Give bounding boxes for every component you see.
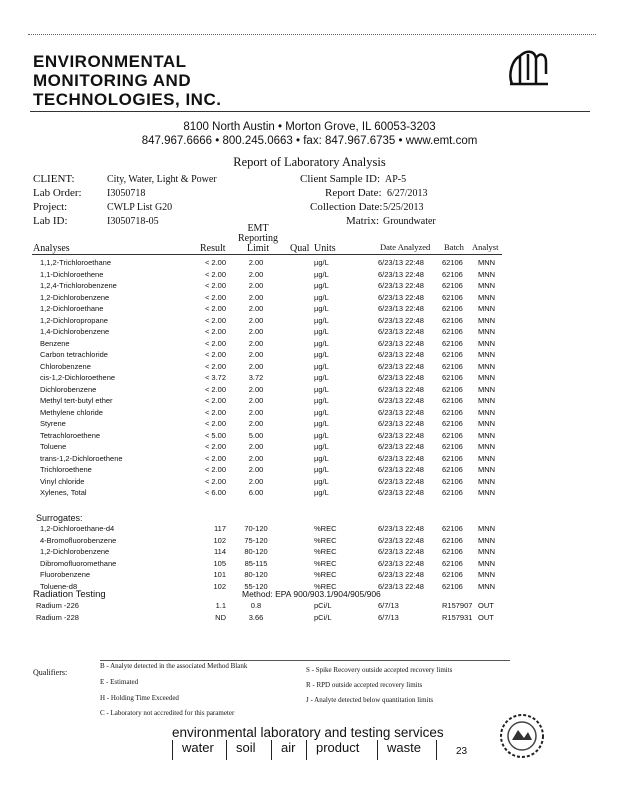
date-cell: 6/23/13 22:48 [378, 384, 424, 394]
company-contact: 847.967.6666 • 800.245.0663 • fax: 847.967.6735 • www.emt.com [141, 135, 478, 147]
limit-cell: 2.00 [248, 281, 264, 290]
service-divider [306, 740, 307, 760]
analyte-cell: trans-1,2-Dichloroethene [40, 453, 123, 463]
analyte-cell: Xylenes, Total [40, 488, 87, 497]
analyst-cell: MNN [478, 258, 496, 267]
unit-cell: µg/L [314, 281, 329, 290]
project-label: Project: [33, 201, 68, 213]
table-row [0, 547, 619, 559]
date-cell: 6/23/13 22:48 [378, 407, 424, 417]
analyte-cell: Vinyl chloride [40, 476, 85, 486]
batch-cell: 62106 [442, 535, 463, 545]
result-cell: < 2.00 [204, 442, 226, 451]
collection-date-label: Collection Date: [310, 201, 383, 213]
date-cell: 6/23/13 22:48 [378, 453, 424, 463]
matrix-label: Matrix: [346, 215, 379, 227]
table-row [0, 613, 619, 625]
analyst-cell: MNN [478, 430, 496, 440]
lab-id-label: Lab ID: [33, 215, 68, 227]
service-divider [172, 740, 173, 760]
date-cell: 6/23/13 22:48 [378, 419, 424, 428]
analyst-cell: MNN [478, 292, 496, 302]
limit-cell: 2.00 [248, 453, 264, 463]
analyst-cell: MNN [478, 488, 496, 497]
analyst-cell: MNN [478, 465, 496, 474]
analyte-cell: Tetrachloroethene [40, 430, 101, 440]
qualifier-r: R - RPD outside accepted recovery limits [306, 681, 423, 689]
analyte-cell: Dichlorobenzene [40, 384, 97, 394]
limit-cell: 3.66 [248, 612, 264, 622]
lab-order-value: I3050718 [107, 188, 146, 199]
analyte-cell: 4-Bromofluorobenzene [40, 535, 117, 545]
limit-cell: 85-115 [244, 558, 268, 568]
batch-cell: 62106 [442, 350, 463, 359]
batch-cell: 62106 [442, 430, 463, 440]
client-label: CLIENT: [33, 173, 75, 185]
analyst-cell: MNN [478, 558, 496, 568]
date-cell: 6/23/13 22:48 [378, 269, 424, 279]
analyst-cell: MNN [478, 419, 496, 428]
analyte-cell: 1,4-Dichlorobenzene [40, 327, 110, 336]
result-cell: < 2.00 [204, 407, 226, 417]
batch-cell: 62106 [442, 570, 463, 579]
lab-id-value: I3050718-05 [107, 216, 159, 227]
limit-cell: 2.00 [248, 407, 264, 417]
result-cell: < 2.00 [204, 350, 226, 359]
table-row [0, 408, 619, 420]
col-analyses: Analyses [33, 243, 70, 254]
limit-cell: 3.72 [248, 373, 264, 382]
limit-cell: 2.00 [248, 465, 264, 474]
unit-cell: µg/L [314, 384, 329, 394]
analyte-cell: Trichloroethene [40, 465, 92, 474]
company-name-line2: MONITORING AND [33, 71, 192, 90]
qualifier-c: C - Laboratory not accredited for this parameter [100, 709, 235, 717]
batch-cell: 62106 [442, 476, 463, 486]
unit-cell: %REC [314, 524, 337, 533]
analyte-cell: 1,1-Dichloroethene [40, 269, 104, 279]
unit-cell: µg/L [314, 407, 329, 417]
batch-cell: 62106 [442, 292, 463, 302]
matrix-value: Groundwater [383, 216, 436, 227]
batch-cell: 62106 [442, 373, 463, 382]
unit-cell: %REC [314, 535, 337, 545]
report-title: Report of Laboratory Analysis [233, 155, 386, 169]
analyst-cell: MNN [478, 476, 496, 486]
limit-cell: 2.00 [248, 338, 264, 348]
service-product: product [316, 740, 360, 755]
table-row [0, 465, 619, 477]
result-cell: < 2.00 [204, 258, 226, 267]
client-value: City, Water, Light & Power [107, 174, 217, 185]
limit-cell: 2.00 [248, 350, 264, 359]
date-cell: 6/23/13 22:48 [378, 547, 424, 556]
analyte-cell: Methyl tert-butyl ether [40, 396, 113, 405]
table-row [0, 385, 619, 397]
unit-cell: µg/L [314, 361, 329, 371]
result-cell: 114 [214, 547, 226, 556]
qualifier-b: B - Analyte detected in the associated Method Blank [100, 662, 248, 670]
report-date-label: Report Date: [325, 187, 382, 199]
unit-cell: %REC [314, 570, 337, 579]
analyst-cell: OUT [478, 612, 494, 622]
analyte-cell: Toluene [40, 442, 67, 451]
unit-cell: µg/L [314, 304, 329, 313]
result-cell: < 2.00 [204, 419, 226, 428]
unit-cell: µg/L [314, 350, 329, 359]
table-header-rule [32, 254, 502, 255]
analyte-cell: 1,2-Dichloroethane [40, 304, 104, 313]
table-row [0, 281, 619, 293]
batch-cell: 62106 [442, 581, 463, 591]
date-cell: 6/23/13 22:48 [378, 350, 424, 359]
analyst-cell: MNN [478, 384, 496, 394]
top-dotted-rule [28, 34, 596, 35]
batch-cell: 62106 [442, 315, 463, 325]
date-cell: 6/7/13 [378, 601, 399, 610]
analyst-cell: MNN [478, 407, 496, 417]
result-cell: < 2.00 [204, 327, 226, 336]
company-address: 8100 North Austin • Morton Grove, IL 60053-3203 [183, 121, 436, 133]
result-cell: < 2.00 [204, 315, 226, 325]
analyte-cell: Methylene chloride [40, 407, 103, 417]
unit-cell: µg/L [314, 396, 329, 405]
analyte-cell: Styrene [40, 419, 66, 428]
batch-cell: 62106 [442, 327, 463, 336]
table-row [0, 339, 619, 351]
analyst-cell: MNN [478, 350, 496, 359]
date-cell: 6/23/13 22:48 [378, 338, 424, 348]
surrogates-label: Surrogates: [36, 513, 83, 523]
result-cell: < 2.00 [204, 292, 226, 302]
service-water: water [182, 740, 214, 755]
batch-cell: 62106 [442, 338, 463, 348]
unit-cell: µg/L [314, 373, 329, 382]
date-cell: 6/23/13 22:48 [378, 373, 424, 382]
analyst-cell: OUT [478, 601, 494, 610]
batch-cell: 62106 [442, 384, 463, 394]
table-row [0, 559, 619, 571]
result-cell: < 2.00 [204, 453, 226, 463]
analyst-cell: MNN [478, 315, 496, 325]
analyte-cell: 1,1,2-Trichloroethane [40, 258, 112, 267]
unit-cell: µg/L [314, 488, 329, 497]
limit-cell: 0.8 [250, 601, 262, 610]
footer-rule [100, 660, 510, 661]
table-row [0, 536, 619, 548]
date-cell: 6/23/13 22:48 [378, 488, 424, 497]
result-cell: < 5.00 [204, 430, 226, 440]
unit-cell: %REC [314, 547, 337, 556]
batch-cell: 62106 [442, 258, 463, 267]
analyst-cell: MNN [478, 570, 496, 579]
date-cell: 6/23/13 22:48 [378, 281, 424, 290]
table-row [0, 442, 619, 454]
result-cell: < 2.00 [204, 476, 226, 486]
analyte-cell: 1,2,4-Trichlorobenzene [40, 281, 117, 290]
date-cell: 6/23/13 22:48 [378, 581, 424, 591]
report-date-value: 6/27/2013 [387, 188, 428, 199]
limit-cell: 75-120 [244, 535, 268, 545]
result-cell: < 2.00 [204, 396, 226, 405]
result-cell: 101 [213, 570, 226, 579]
date-cell: 6/23/13 22:48 [378, 315, 424, 325]
analyst-cell: MNN [478, 396, 496, 405]
unit-cell: µg/L [314, 269, 329, 279]
col-date-analyzed: Date Analyzed [380, 242, 431, 252]
analyst-cell: MNN [478, 327, 496, 336]
service-divider [271, 740, 272, 760]
date-cell: 6/23/13 22:48 [378, 476, 424, 486]
project-value: CWLP List G20 [107, 202, 173, 213]
table-row [0, 570, 619, 582]
analyte-cell: Dibromofluoromethane [40, 558, 117, 568]
analyst-cell: MNN [478, 269, 496, 279]
analyte-cell: 1,2-Dichlorobenzene [40, 292, 110, 302]
table-row [0, 293, 619, 305]
lab-order-label: Lab Order: [33, 187, 82, 199]
analyst-cell: MNN [478, 373, 496, 382]
unit-cell: µg/L [314, 465, 329, 474]
unit-cell: pCi/L [314, 612, 332, 622]
unit-cell: pCi/L [314, 601, 332, 610]
result-cell: < 3.72 [204, 373, 226, 382]
analyte-cell: cis-1,2-Dichloroethene [40, 373, 116, 382]
table-row [0, 327, 619, 339]
date-cell: 6/23/13 22:48 [378, 570, 424, 579]
analyte-cell: Carbon tetrachloride [40, 350, 108, 359]
result-cell: < 2.00 [204, 304, 226, 313]
limit-cell: 2.00 [248, 258, 264, 267]
service-soil: soil [236, 740, 256, 755]
limit-cell: 2.00 [248, 442, 264, 451]
table-row [0, 488, 619, 500]
table-row [0, 419, 619, 431]
limit-cell: 2.00 [248, 327, 264, 336]
table-row [0, 431, 619, 443]
limit-cell: 2.00 [248, 269, 264, 279]
company-name-line3: TECHNOLOGIES, INC. [33, 90, 222, 109]
limit-cell: 80-120 [244, 570, 268, 579]
table-row [0, 350, 619, 362]
service-air: air [281, 740, 296, 755]
unit-cell: µg/L [314, 476, 329, 486]
analyte-cell: Chlorobenzene [40, 361, 91, 371]
batch-cell: 62106 [442, 488, 463, 497]
unit-cell: µg/L [314, 442, 329, 451]
table-row [0, 270, 619, 282]
analyst-cell: MNN [478, 338, 496, 348]
analyst-cell: MNN [478, 442, 496, 451]
result-cell: 117 [214, 524, 226, 533]
qualifier-h: H - Holding Time Exceeded [100, 694, 179, 702]
limit-cell: 2.00 [248, 419, 264, 428]
unit-cell: µg/L [314, 315, 329, 325]
header-rule [30, 111, 590, 112]
result-cell: 102 [213, 581, 226, 591]
qualifier-j: J - Analyte detected below quantitation limits [306, 696, 434, 704]
limit-cell: 55-120 [244, 581, 268, 591]
analyst-cell: MNN [478, 535, 496, 545]
date-cell: 6/23/13 22:48 [378, 465, 424, 474]
limit-cell: 6.00 [248, 488, 264, 497]
result-cell: < 2.00 [204, 465, 226, 474]
batch-cell: 62106 [442, 524, 463, 533]
table-row [0, 373, 619, 385]
analyte-cell: 1,2-Dichloropropane [40, 315, 108, 325]
analyte-cell: Radium -228 [36, 612, 79, 622]
service-waste: waste [387, 740, 421, 755]
date-cell: 6/23/13 22:48 [378, 524, 424, 533]
date-cell: 6/23/13 22:48 [378, 327, 424, 336]
batch-cell: 62106 [442, 442, 463, 451]
service-divider [436, 740, 437, 760]
accreditation-seal [498, 712, 546, 760]
result-cell: < 2.00 [204, 281, 226, 290]
analyst-cell: MNN [478, 361, 496, 371]
date-cell: 6/23/13 22:48 [378, 430, 424, 440]
result-cell: < 2.00 [204, 269, 226, 279]
client-sample-value: AP-5 [385, 174, 407, 185]
analyst-cell: MNN [478, 304, 496, 313]
analyte-cell: 1,2-Dichloroethane-d4 [40, 524, 115, 533]
client-sample-label: Client Sample ID: [300, 173, 381, 185]
limit-cell: 70-120 [244, 524, 268, 533]
qualifier-e: E - Estimated [100, 678, 139, 686]
table-row [0, 601, 619, 613]
analyte-cell: Radium -226 [36, 601, 79, 610]
analyte-cell: Benzene [40, 338, 70, 348]
limit-cell: 2.00 [248, 396, 264, 405]
result-cell: < 6.00 [204, 488, 226, 497]
col-limit: EMT Reporting Limit [238, 223, 278, 254]
footer-tagline: environmental laboratory and testing services [172, 725, 444, 740]
analyte-cell: 1,2-Dichlorobenzene [40, 547, 110, 556]
batch-cell: 62106 [442, 558, 463, 568]
analyst-cell: MNN [478, 581, 496, 591]
limit-cell: 80-120 [244, 547, 268, 556]
date-cell: 6/23/13 22:48 [378, 258, 424, 267]
unit-cell: µg/L [314, 430, 329, 440]
company-name-line1: ENVIRONMENTAL [33, 52, 187, 71]
date-cell: 6/23/13 22:48 [378, 535, 424, 545]
analyst-cell: MNN [478, 281, 496, 290]
result-cell: < 2.00 [204, 361, 226, 371]
table-row [0, 258, 619, 270]
table-row [0, 524, 619, 536]
result-cell: < 2.00 [204, 338, 226, 348]
date-cell: 6/23/13 22:48 [378, 396, 424, 405]
batch-cell: 62106 [442, 465, 463, 474]
limit-cell: 2.00 [248, 476, 264, 486]
unit-cell: µg/L [314, 453, 329, 463]
result-cell: 102 [213, 535, 226, 545]
unit-cell: µg/L [314, 327, 329, 336]
table-row [0, 304, 619, 316]
batch-cell: R157931 [442, 612, 473, 622]
table-row [0, 477, 619, 489]
service-divider [226, 740, 227, 760]
batch-cell: 62106 [442, 453, 463, 463]
batch-cell: 62106 [442, 269, 463, 279]
company-name [33, 52, 221, 109]
col-analyst: Analyst [472, 242, 499, 252]
radiation-method: Method: EPA 900/903.1/904/905/906 [242, 589, 381, 599]
col-batch: Batch [444, 242, 464, 252]
batch-cell: 62106 [442, 547, 463, 556]
page-number: 23 [456, 746, 468, 757]
batch-cell: 62106 [442, 361, 463, 371]
date-cell: 6/23/13 22:48 [378, 442, 424, 451]
table-row [0, 362, 619, 374]
date-cell: 6/23/13 22:48 [378, 292, 424, 302]
table-row [0, 396, 619, 408]
service-divider [377, 740, 378, 760]
qualifiers-label: Qualifiers: [33, 668, 68, 677]
batch-cell: 62106 [442, 419, 463, 428]
unit-cell: %REC [314, 581, 337, 591]
analyst-cell: MNN [478, 453, 496, 463]
analyte-cell: Toluene-d8 [40, 581, 78, 591]
batch-cell: R157907 [442, 601, 473, 610]
unit-cell: µg/L [314, 419, 329, 428]
date-cell: 6/23/13 22:48 [378, 558, 424, 568]
limit-cell: 2.00 [248, 315, 264, 325]
result-cell: 105 [213, 558, 226, 568]
batch-cell: 62106 [442, 396, 463, 405]
qualifier-s: S - Spike Recovery outside accepted recovery limits [306, 666, 453, 674]
col-result: Result [200, 243, 226, 254]
analyst-cell: MNN [478, 547, 496, 556]
company-logo [506, 44, 550, 90]
col-qual: Qual [290, 243, 310, 254]
radiation-label: Radiation Testing [33, 589, 106, 600]
result-cell: ND [215, 612, 226, 622]
collection-date-value: 5/25/2013 [383, 202, 424, 213]
unit-cell: µg/L [314, 292, 329, 302]
table-row [0, 316, 619, 328]
result-cell: 1.1 [215, 601, 226, 610]
limit-cell: 2.00 [248, 304, 264, 313]
analyst-cell: MNN [478, 524, 496, 533]
date-cell: 6/23/13 22:48 [378, 361, 424, 371]
unit-cell: %REC [314, 558, 337, 568]
col-units: Units [314, 243, 336, 254]
limit-cell: 2.00 [248, 292, 264, 302]
limit-cell: 5.00 [248, 430, 264, 440]
table-row [0, 454, 619, 466]
batch-cell: 62106 [442, 407, 463, 417]
analyte-cell: Fluorobenzene [40, 570, 91, 579]
unit-cell: µg/L [314, 258, 329, 267]
batch-cell: 62106 [442, 281, 463, 290]
result-cell: < 2.00 [204, 384, 226, 394]
date-cell: 6/23/13 22:48 [378, 304, 424, 313]
date-cell: 6/7/13 [378, 612, 399, 622]
unit-cell: µg/L [314, 338, 329, 348]
batch-cell: 62106 [442, 304, 463, 313]
limit-cell: 2.00 [248, 361, 264, 371]
limit-cell: 2.00 [248, 384, 264, 394]
